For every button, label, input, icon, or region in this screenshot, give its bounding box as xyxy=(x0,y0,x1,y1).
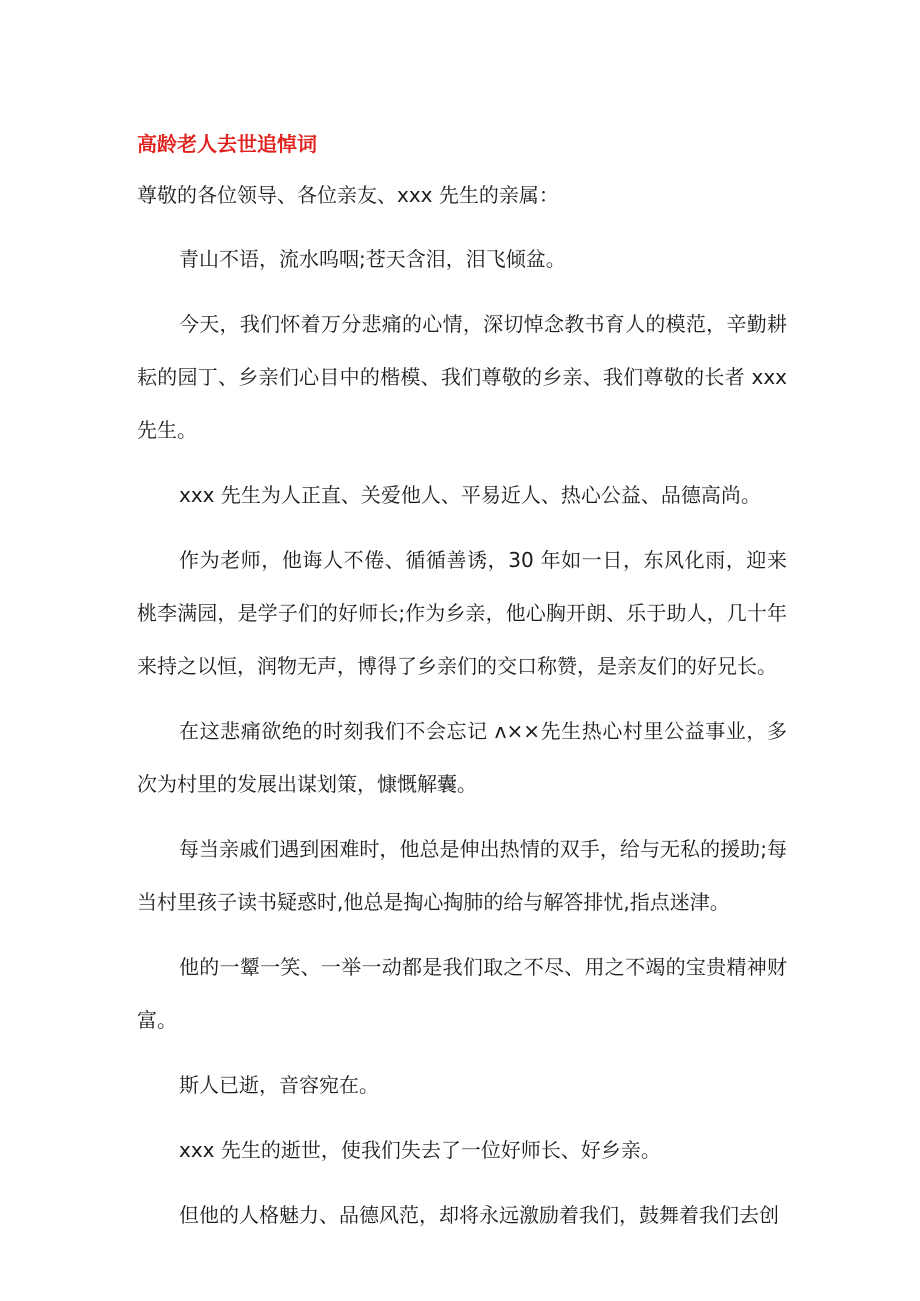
paragraph: 每当亲戚们遇到困难时，他总是伸出热情的双手，给与无私的援助;每当村里孩子读书疑惑时,他总是掏心掏肺的给与解答排忧,指点迷津。 xyxy=(137,837,787,914)
paragraph: xxx 先生的逝世，使我们失去了一位好师长、好乡亲。 xyxy=(179,1138,661,1162)
paragraph: 作为老师，他诲人不倦、循循善诱，30 年如一日，东风化雨，迎来桃李满园，是学子们的好师长;作为乡亲，他心胸开朗、乐于助人，几十年来持之以恒，润物无声，博得了乡亲们的交口称赞，是亲友们的好兄长。 xyxy=(137,548,787,678)
paragraph: 在这悲痛欲绝的时刻我们不会忘记 ʌ××先生热心村里公益事业，多次为村里的发展出谋划策，慷慨解囊。 xyxy=(137,719,787,796)
paragraph: 今天，我们怀着万分悲痛的心情，深切悼念教书育人的模范，辛勤耕耘的园丁、乡亲们心目中的楷模、我们尊敬的乡亲、我们尊敬的长者 xxx 先生。 xyxy=(137,312,787,442)
document-body xyxy=(137,128,787,1254)
paragraph: 但他的人格魅力、品德风范，却将永远激励着我们，鼓舞着我们去创 xyxy=(179,1203,779,1227)
document-title: 高龄老人去世追悼词 xyxy=(137,132,317,156)
paragraph: xxx 先生为人正直、关爱他人、平易近人、热心公益、品德高尚。 xyxy=(179,483,761,507)
paragraph: 青山不语，流水呜咽;苍天含泪，泪飞倾盆。 xyxy=(179,247,566,271)
salutation: 尊敬的各位领导、各位亲友、xxx 先生的亲属： xyxy=(137,183,559,207)
paragraph: 斯人已逝，音容宛在。 xyxy=(179,1073,379,1097)
paragraph: 他的一颦一笑、一举一动都是我们取之不尽、用之不竭的宝贵精神财富。 xyxy=(137,955,787,1032)
